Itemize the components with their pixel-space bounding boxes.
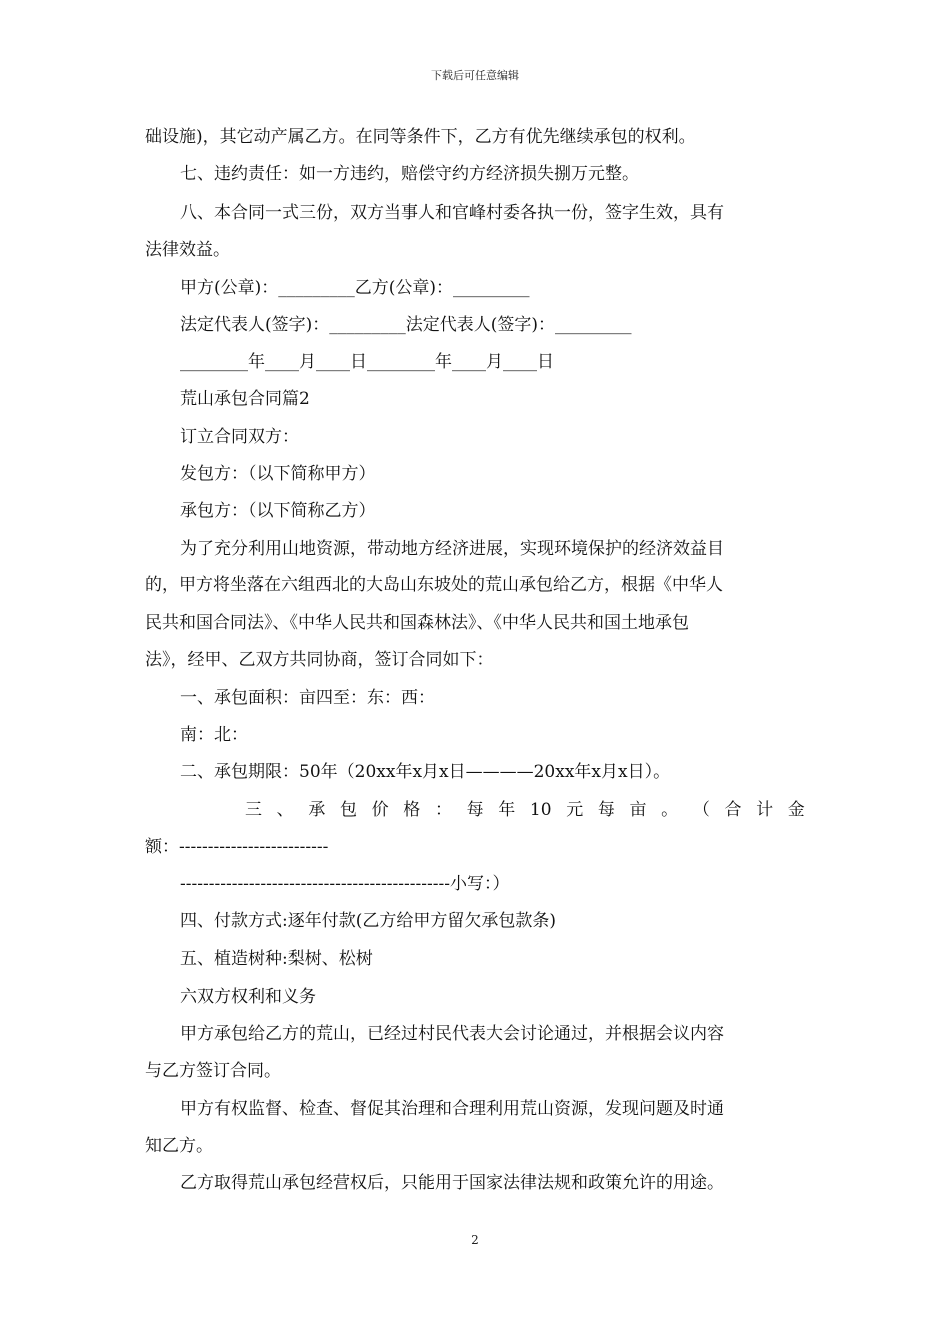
spread-char: 年: [498, 800, 516, 820]
spread-char: ：: [434, 800, 452, 820]
text-line: 为了充分利用山地资源，带动地方经济进展，实现环境保护的经济效益目: [180, 539, 724, 559]
page-number: 2: [471, 1233, 479, 1247]
spread-char: 格: [403, 800, 421, 820]
spread-char: 三: [245, 800, 262, 820]
spread-char: 合: [724, 800, 742, 820]
text-line: 订立合同双方：: [180, 427, 299, 447]
text-line: 六双方权利和义务: [180, 987, 316, 1007]
text-line: 甲方(公章)：_________乙方(公章)：_________: [180, 278, 530, 298]
spread-char: 。: [661, 800, 679, 820]
spread-char: 亩: [629, 800, 647, 820]
text-line: 的，甲方将坐落在六组西北的大岛山东坡处的荒山承包给乙方，根据《中华人: [145, 575, 723, 595]
text-line: 法律效益。: [145, 240, 230, 260]
text-line: ________年____月____日________年____月____日: [180, 352, 554, 372]
spread-char: 承: [308, 800, 326, 820]
text-line: 七、违约责任：如一方违约，赔偿守约方经济损失捌万元整。: [180, 164, 639, 184]
spread-char: 元: [566, 800, 584, 820]
text-line: 乙方取得荒山承包经营权后，只能用于国家法律法规和政策允许的用途。: [180, 1173, 724, 1193]
text-line: 额：--------------------------: [145, 837, 329, 857]
text-line: 法》，经甲、乙双方共同协商，签订合同如下：: [145, 650, 494, 670]
text-line: 法定代表人(签字)：_________法定代表人(签字)：_________: [180, 315, 632, 335]
spread-char: 价: [371, 800, 389, 820]
text-line: 荒山承包合同篇2: [180, 389, 310, 409]
spread-char: 包: [339, 800, 357, 820]
spread-char: 每: [466, 800, 484, 820]
price-clause-line: [245, 800, 805, 820]
text-line: 础设施)，其它动产属乙方。在同等条件下，乙方有优先继续承包的权利。: [145, 127, 696, 147]
spread-char: 计: [756, 800, 774, 820]
text-line: 民共和国合同法》、《中华人民共和国森林法》、《中华人民共和国土地承包: [145, 613, 689, 633]
spread-char: 10: [529, 800, 552, 820]
page-header: 下载后可任意编辑: [431, 69, 519, 82]
text-line: 与乙方签订合同。: [145, 1061, 281, 1081]
text-line: 四、付款方式:逐年付款(乙方给甲方留欠承包款条): [180, 911, 556, 931]
text-line: -----------------------------------------------小写：）: [180, 874, 510, 894]
spread-char: 、: [276, 800, 294, 820]
text-line: 甲方有权监督、检查、督促其治理和合理利用荒山资源，发现问题及时通: [180, 1099, 724, 1119]
text-line: 承包方：（以下简称乙方）: [180, 501, 376, 521]
text-line: 八、本合同一式三份，双方当事人和官峰村委各执一份，签字生效，具有: [180, 203, 724, 223]
text-line: 知乙方。: [145, 1136, 213, 1156]
text-line: 发包方：（以下简称甲方）: [180, 464, 376, 484]
text-line: 南：北：: [180, 725, 248, 745]
text-line: 五、植造树种:梨树、松树: [180, 949, 373, 969]
spread-char: 金: [787, 800, 805, 820]
text-line: 二、承包期限：50年（20xx年x月x日————20xx年x月x日）。: [180, 762, 671, 782]
text-line: 一、承包面积：亩四至：东：西：: [180, 688, 435, 708]
spread-char: （: [692, 800, 710, 820]
text-line: 甲方承包给乙方的荒山，已经过村民代表大会讨论通过，并根据会议内容: [180, 1024, 724, 1044]
spread-char: 每: [597, 800, 615, 820]
